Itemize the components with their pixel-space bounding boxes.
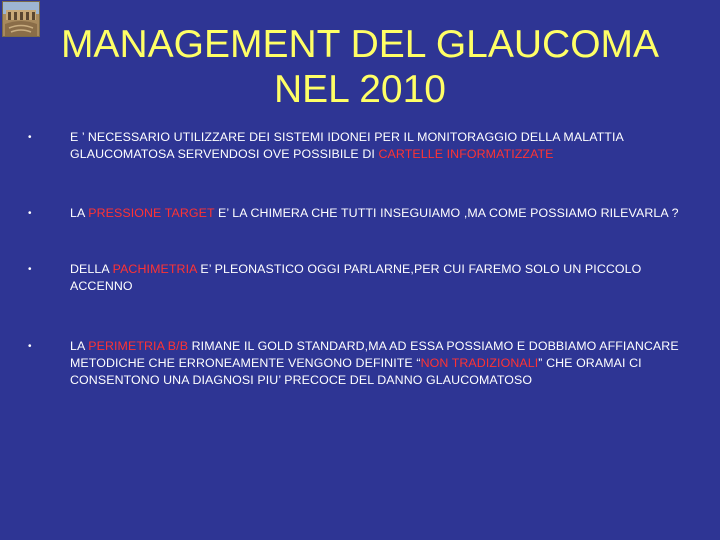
bullet-highlight: NON TRADIZIONALI bbox=[420, 356, 539, 370]
bullet-highlight: PERIMETRIA B/B bbox=[88, 339, 189, 353]
bullet-highlight: PRESSIONE TARGET bbox=[88, 206, 215, 220]
bullet-text-segment: DELLA bbox=[70, 262, 113, 276]
bullet-text-segment: LA bbox=[70, 339, 89, 353]
bullet-marker: • bbox=[28, 208, 32, 219]
title-line-1: MANAGEMENT DEL GLAUCOMA bbox=[60, 23, 660, 66]
bullet-highlight: CARTELLE INFORMATIZZATE bbox=[378, 147, 554, 161]
bullet-text-segment: E’ PLEONASTICO OGGI PARLARNE,PER CUI FAREMO SOLO UN PICCOLO ACCENNO bbox=[70, 262, 642, 293]
bullet-text bbox=[70, 129, 680, 163]
bullet-text-segment: ” CHE ORAMAI CI CONSENTONO UNA DIAGNOSI PIU’ PRECOCE DEL DANNO GLAUCOMATOSO bbox=[70, 356, 642, 387]
bullet-highlight: PACHIMETRIA bbox=[112, 262, 197, 276]
bullet-marker: • bbox=[28, 264, 32, 275]
bullet-marker: • bbox=[28, 341, 32, 352]
bullet-text bbox=[70, 205, 680, 222]
bullet-text bbox=[70, 338, 680, 389]
bullet-text-segment: RIMANE IL GOLD STANDARD,MA AD ESSA POSSIAMO E DOBBIAMO AFFIANCARE METODICHE CHE ERRONEAMENTE VENGONO DEFINITE “ bbox=[70, 339, 679, 370]
bullet-marker: • bbox=[28, 132, 32, 143]
bullet-text bbox=[70, 261, 680, 295]
title-line-2: NEL 2010 bbox=[273, 68, 446, 111]
bullet-text-segment: E ’ NECESSARIO UTILIZZARE DEI SISTEMI IDONEI PER IL MONITORAGGIO DELLA MALATTIA GLAUCOMATOSA SERVENDOSI OVE POSSIBILE DI bbox=[70, 130, 624, 161]
bullet-text-segment: E’ LA CHIMERA CHE TUTTI INSEGUIAMO ,MA COME POSSIAMO RILEVARLA ? bbox=[214, 206, 679, 220]
bullet-text-segment: LA bbox=[70, 206, 89, 220]
